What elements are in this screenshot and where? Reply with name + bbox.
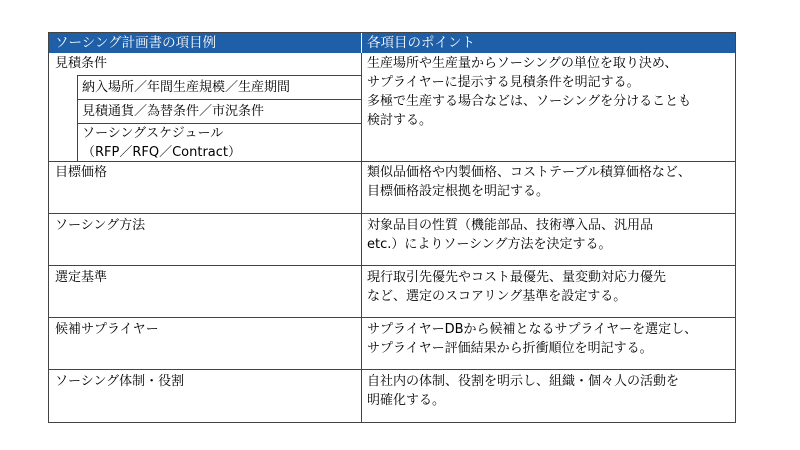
point-line: 明確化する。 (367, 393, 446, 408)
point-line: 対象品目の性質（機能部品、技術導入品、汎用品 (367, 218, 654, 233)
point-line: サプライヤーDBから候補となるサプライヤーを選定し、 (367, 322, 698, 337)
row-separator (49, 369, 735, 370)
point-line: etc.）によりソーシング方法を決定する。 (367, 237, 612, 252)
item-sourcing-organization: ソーシング体制・役割 (55, 374, 185, 389)
sub-item-schedule-detail: （RFP／RFQ／Contract） (82, 145, 242, 160)
row-separator (49, 213, 735, 214)
point-line: 目標価格設定根拠を明記する。 (367, 184, 550, 199)
table-header (49, 33, 735, 53)
point-line: 多極で生産する場合などは、ソーシングを分けることも (367, 94, 692, 109)
column-divider (361, 53, 362, 422)
item-target-price: 目標価格 (55, 165, 108, 180)
header-point-column: 各項目のポイント (367, 35, 475, 51)
point-line: 自社内の体制、役割を明示し、組織・個々人の活動を (367, 374, 680, 389)
row-separator (49, 317, 735, 318)
sub-item-box (77, 99, 361, 123)
point-line: サプライヤーに提示する見積条件を明記する。 (367, 75, 640, 90)
header-item-column: ソーシング計画書の項目例 (55, 35, 217, 51)
sub-item-box (77, 123, 361, 161)
sourcing-plan-table (48, 32, 736, 423)
item-sourcing-method: ソーシング方法 (55, 218, 146, 233)
point-line: 現行取引先優先やコスト最優先、量変動対応力優先 (367, 270, 667, 285)
row-separator (49, 265, 735, 266)
item-candidate-suppliers: 候補サプライヤー (55, 322, 159, 337)
sub-item-delivery: 納入場所／年間生産規模／生産期間 (82, 80, 291, 95)
sub-item-box (77, 75, 361, 99)
point-line: 生産場所や生産量からソーシングの単位を取り決め、 (367, 56, 678, 71)
sub-item-currency: 見積通貨／為替条件／市況条件 (82, 104, 265, 119)
point-line: など、選定のスコアリング基準を設定する。 (367, 289, 627, 304)
point-line: サプライヤー評価結果から折衝順位を明記する。 (367, 341, 653, 356)
item-selection-criteria: 選定基準 (55, 270, 108, 285)
point-line: 検討する。 (367, 113, 433, 128)
header-divider (361, 33, 362, 53)
sub-item-schedule: ソーシングスケジュール (82, 126, 224, 141)
point-line: 類似品価格や内製価格、コストテーブル積算価格など、 (367, 165, 691, 180)
item-estimate-conditions: 見積条件 (55, 56, 108, 71)
